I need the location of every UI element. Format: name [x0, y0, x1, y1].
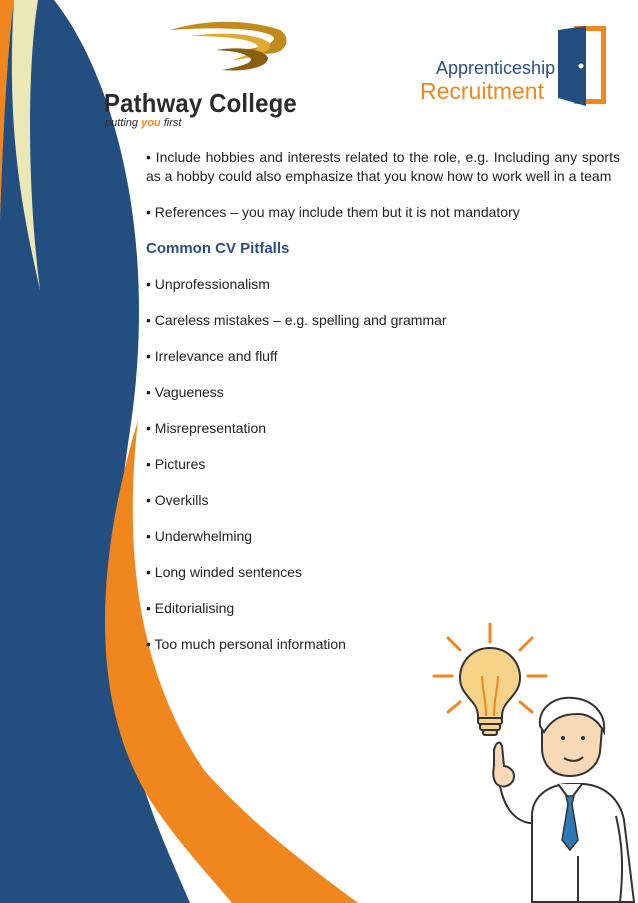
pitfall-item: • Careless mistakes – e.g. spelling and grammar: [146, 312, 447, 328]
pitfall-item: • Vagueness: [146, 384, 224, 400]
pitfall-item: • Underwhelming: [146, 528, 253, 544]
pitfall-item: • Too much personal information: [146, 636, 346, 652]
apprenticeship-recruitment-logo: [418, 26, 618, 106]
pitfall-item: • Misrepresentation: [146, 420, 267, 436]
tip-hobbies: • Include hobbies and interests related to the role, e.g. Including any sports as a hobby could also emphasize that you know how to work well in a team: [146, 149, 620, 184]
pathway-tagline: putting you first: [105, 117, 182, 129]
pathway-college-name: Pathway College: [104, 88, 297, 118]
pitfall-item: • Unprofessionalism: [146, 276, 270, 292]
section-heading: Common CV Pitfalls: [146, 240, 290, 257]
cv-tips-content: [146, 148, 620, 671]
idea-man-lightbulb-icon: [420, 616, 638, 903]
swoosh-icon: [170, 18, 290, 73]
apprenticeship-label: Apprenticeship: [436, 58, 556, 78]
door-icon: [556, 26, 608, 106]
pitfall-item: • Editorialising: [146, 600, 235, 616]
pitfall-item: • Irrelevance and fluff: [146, 348, 278, 364]
recruitment-label: Recruitment: [420, 78, 544, 104]
pitfall-item: • Long winded sentences: [146, 564, 302, 580]
tip-references: • References – you may include them but it is not mandatory: [146, 204, 520, 220]
pitfall-item: • Pictures: [146, 456, 206, 472]
pitfall-item: • Overkills: [146, 492, 209, 508]
pathway-college-logo: [100, 18, 297, 129]
